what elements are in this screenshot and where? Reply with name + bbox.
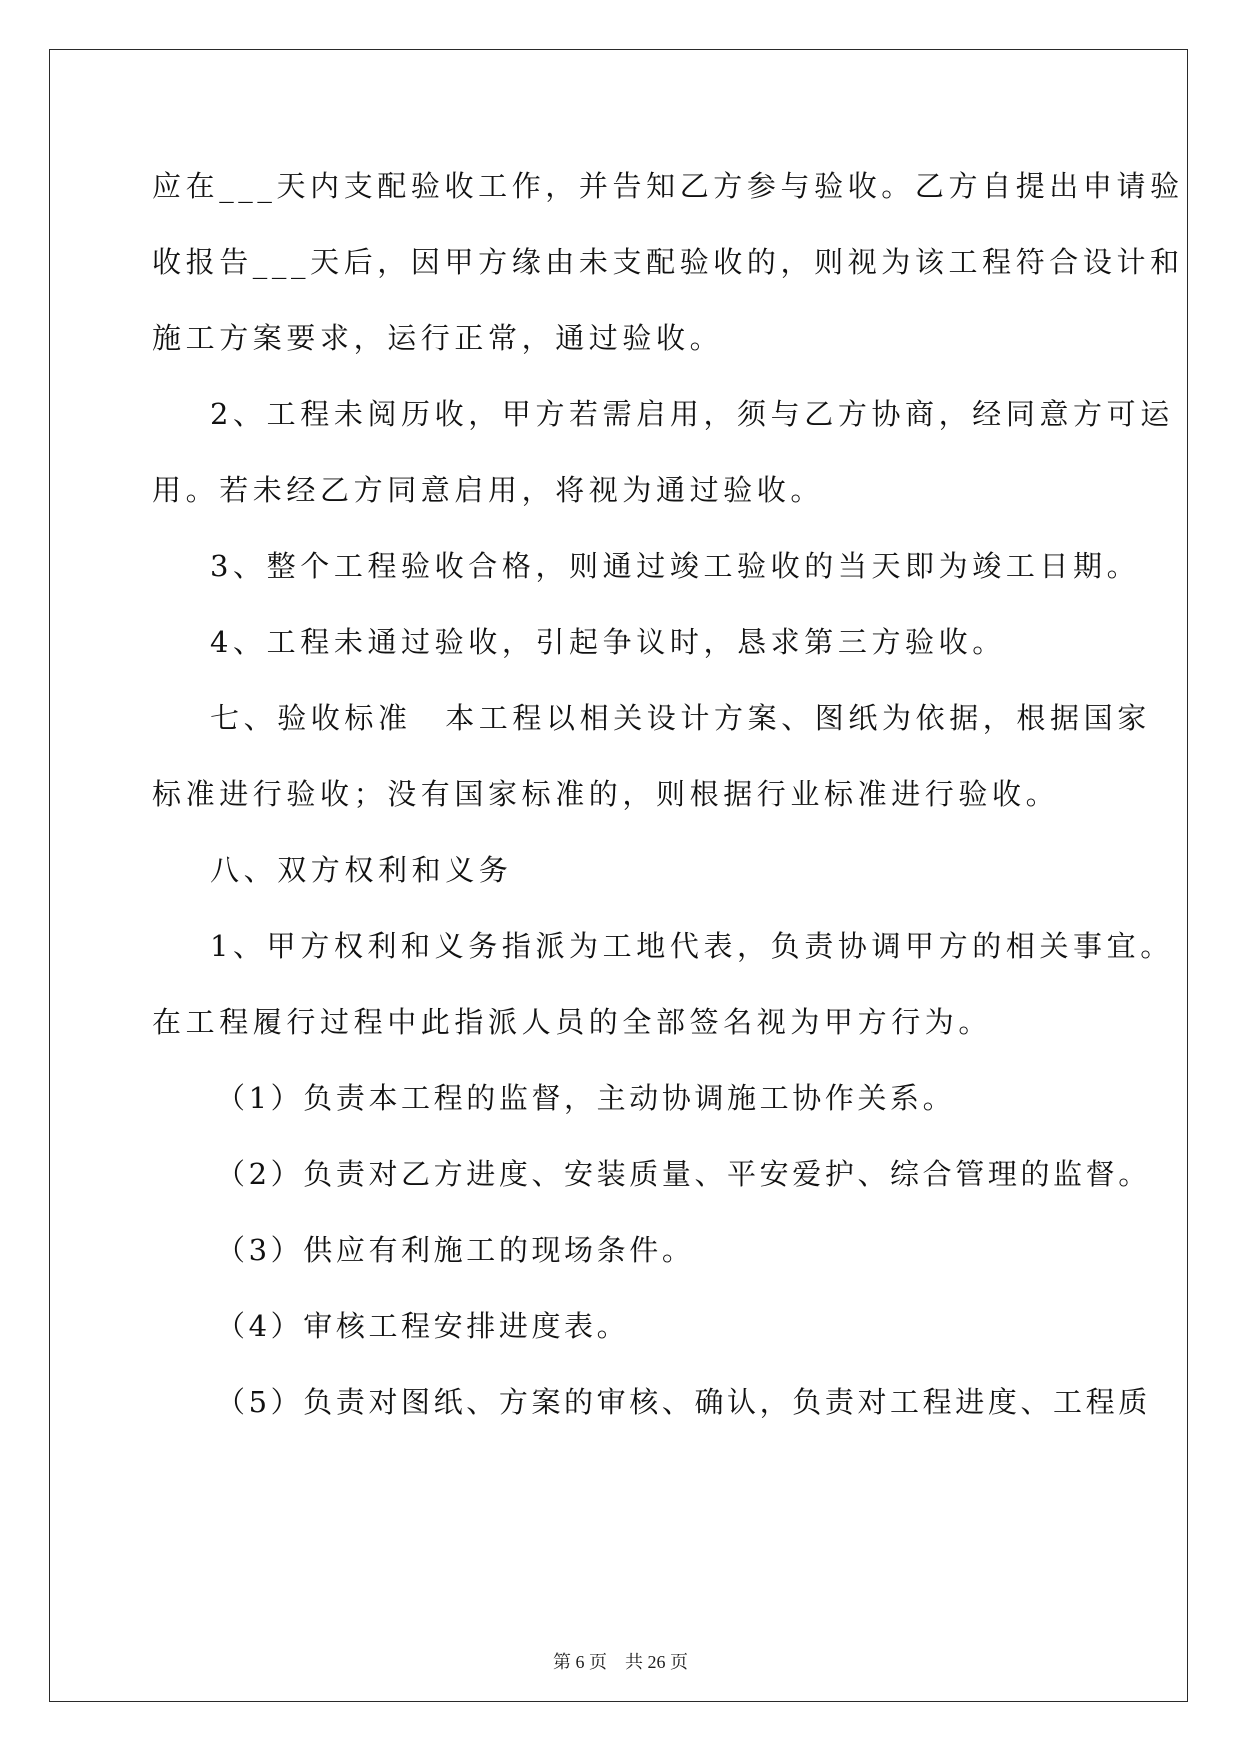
text-line-6: 3、整个工程验收合格，则通过竣工验收的当天即为竣工日期。 bbox=[210, 549, 1141, 583]
list-item-5: （5）负责对图纸、方案的审核、确认，负责对工程进度、工程质 bbox=[216, 1385, 1151, 1419]
text-line-4: 2、工程未阅历收，甲方若需启用，须与乙方协商，经同意方可运 bbox=[210, 397, 1174, 431]
text-line-8: 七、验收标准 本工程以相关设计方案、图纸为依据，根据国家 bbox=[210, 701, 1151, 735]
page-footer bbox=[0, 1651, 1241, 1673]
list-item-1: （1）负责本工程的监督，主动协调施工协作关系。 bbox=[216, 1081, 956, 1115]
text-line-11: 1、甲方权利和义务指派为工地代表，负责协调甲方的相关事宜。 bbox=[210, 929, 1174, 963]
page-number-label: 第 6 页 共 26 页 bbox=[553, 1652, 688, 1672]
text-line-7: 4、工程未通过验收，引起争议时，恳求第三方验收。 bbox=[210, 625, 1006, 659]
text-line-5: 用。若未经乙方同意启用，将视为通过验收。 bbox=[152, 473, 825, 507]
text-line-1: 应在___天内支配验收工作，并告知乙方参与验收。乙方自提出申请验 bbox=[152, 169, 1184, 203]
text-line-12: 在工程履行过程中此指派人员的全部签名视为甲方行为。 bbox=[152, 1005, 993, 1039]
section-heading: 八、双方权利和义务 bbox=[210, 853, 513, 887]
text-line-3: 施工方案要求，运行正常，通过验收。 bbox=[152, 321, 724, 355]
list-item-3: （3）供应有利施工的现场条件。 bbox=[216, 1233, 695, 1267]
list-item-4: （4）审核工程安排进度表。 bbox=[216, 1309, 630, 1343]
text-line-2: 收报告___天后，因甲方缘由未支配验收的，则视为该工程符合设计和 bbox=[152, 245, 1184, 279]
list-item-2: （2）负责对乙方进度、安装质量、平安爱护、综合管理的监督。 bbox=[216, 1157, 1151, 1191]
text-line-9: 标准进行验收；没有国家标准的，则根据行业标准进行验收。 bbox=[152, 777, 1060, 811]
